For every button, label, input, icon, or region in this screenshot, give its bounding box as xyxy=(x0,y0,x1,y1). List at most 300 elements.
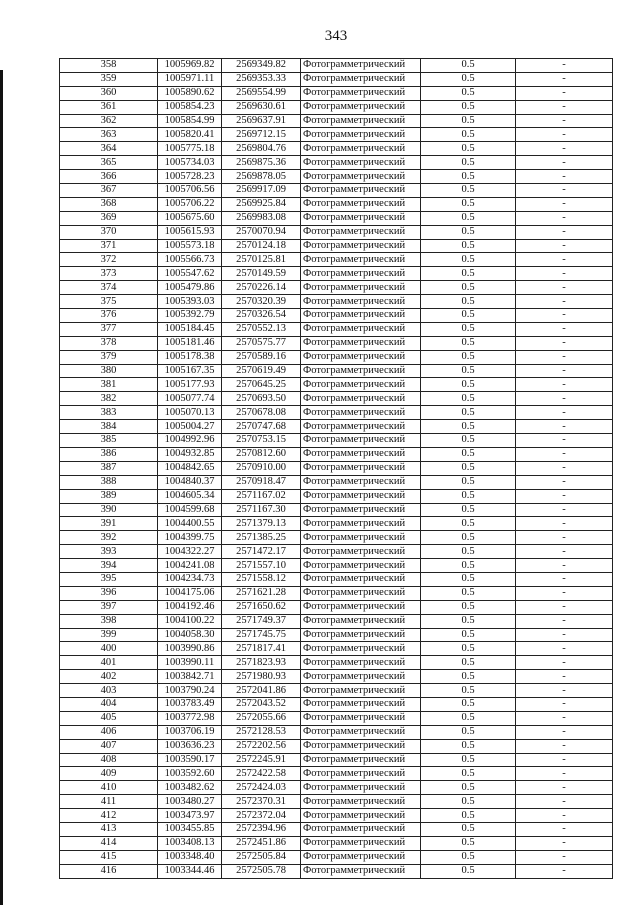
method-cell: Фотограмметрический xyxy=(301,156,421,170)
x-coordinate-cell: 1005479.86 xyxy=(158,281,222,295)
y-coordinate-cell: 2569875.36 xyxy=(222,156,301,170)
y-coordinate-cell: 2570645.25 xyxy=(222,378,301,392)
y-coordinate-cell: 2571472.17 xyxy=(222,545,301,559)
note-cell: - xyxy=(516,545,613,559)
point-number-cell: 371 xyxy=(60,239,158,253)
table-row xyxy=(60,447,613,461)
note-cell: - xyxy=(516,239,613,253)
table-row xyxy=(60,350,613,364)
point-number-cell: 410 xyxy=(60,781,158,795)
method-cell: Фотограмметрический xyxy=(301,295,421,309)
y-coordinate-cell: 2570125.81 xyxy=(222,253,301,267)
x-coordinate-cell: 1004605.34 xyxy=(158,489,222,503)
accuracy-cell: 0.5 xyxy=(421,406,516,420)
note-cell: - xyxy=(516,59,613,73)
method-cell: Фотограмметрический xyxy=(301,142,421,156)
table-row xyxy=(60,545,613,559)
point-number-cell: 392 xyxy=(60,531,158,545)
point-number-cell: 384 xyxy=(60,420,158,434)
y-coordinate-cell: 2570678.08 xyxy=(222,406,301,420)
table-row xyxy=(60,197,613,211)
table-row xyxy=(60,142,613,156)
accuracy-cell: 0.5 xyxy=(421,739,516,753)
table-row xyxy=(60,322,613,336)
accuracy-cell: 0.5 xyxy=(421,545,516,559)
point-number-cell: 362 xyxy=(60,114,158,128)
table-row xyxy=(60,642,613,656)
note-cell: - xyxy=(516,517,613,531)
point-number-cell: 359 xyxy=(60,72,158,86)
method-cell: Фотограмметрический xyxy=(301,767,421,781)
note-cell: - xyxy=(516,850,613,864)
accuracy-cell: 0.5 xyxy=(421,253,516,267)
y-coordinate-cell: 2570226.14 xyxy=(222,281,301,295)
point-number-cell: 405 xyxy=(60,711,158,725)
x-coordinate-cell: 1005566.73 xyxy=(158,253,222,267)
x-coordinate-cell: 1003842.71 xyxy=(158,670,222,684)
method-cell: Фотограмметрический xyxy=(301,253,421,267)
method-cell: Фотограмметрический xyxy=(301,336,421,350)
table-row xyxy=(60,239,613,253)
y-coordinate-cell: 2572055.66 xyxy=(222,711,301,725)
method-cell: Фотограмметрический xyxy=(301,128,421,142)
accuracy-cell: 0.5 xyxy=(421,295,516,309)
y-coordinate-cell: 2569353.33 xyxy=(222,72,301,86)
point-number-cell: 396 xyxy=(60,586,158,600)
x-coordinate-cell: 1005573.18 xyxy=(158,239,222,253)
point-number-cell: 388 xyxy=(60,475,158,489)
method-cell: Фотограмметрический xyxy=(301,170,421,184)
method-cell: Фотограмметрический xyxy=(301,850,421,864)
x-coordinate-cell: 1004192.46 xyxy=(158,600,222,614)
accuracy-cell: 0.5 xyxy=(421,156,516,170)
y-coordinate-cell: 2569554.99 xyxy=(222,86,301,100)
note-cell: - xyxy=(516,725,613,739)
note-cell: - xyxy=(516,86,613,100)
accuracy-cell: 0.5 xyxy=(421,364,516,378)
method-cell: Фотограмметрический xyxy=(301,725,421,739)
point-number-cell: 379 xyxy=(60,350,158,364)
accuracy-cell: 0.5 xyxy=(421,531,516,545)
method-cell: Фотограмметрический xyxy=(301,489,421,503)
x-coordinate-cell: 1003990.11 xyxy=(158,656,222,670)
table-row xyxy=(60,739,613,753)
point-number-cell: 399 xyxy=(60,628,158,642)
x-coordinate-cell: 1005734.03 xyxy=(158,156,222,170)
note-cell: - xyxy=(516,711,613,725)
method-cell: Фотограмметрический xyxy=(301,586,421,600)
method-cell: Фотограмметрический xyxy=(301,614,421,628)
table-row xyxy=(60,725,613,739)
method-cell: Фотограмметрический xyxy=(301,711,421,725)
table-row xyxy=(60,475,613,489)
table-row xyxy=(60,586,613,600)
note-cell: - xyxy=(516,156,613,170)
x-coordinate-cell: 1005820.41 xyxy=(158,128,222,142)
x-coordinate-cell: 1004842.65 xyxy=(158,461,222,475)
x-coordinate-cell: 1004840.37 xyxy=(158,475,222,489)
method-cell: Фотограмметрический xyxy=(301,836,421,850)
table-row xyxy=(60,461,613,475)
coordinates-table xyxy=(59,58,613,879)
y-coordinate-cell: 2570747.68 xyxy=(222,420,301,434)
note-cell: - xyxy=(516,670,613,684)
note-cell: - xyxy=(516,253,613,267)
x-coordinate-cell: 1003592.60 xyxy=(158,767,222,781)
x-coordinate-cell: 1003344.46 xyxy=(158,864,222,878)
table-row xyxy=(60,128,613,142)
accuracy-cell: 0.5 xyxy=(421,489,516,503)
accuracy-cell: 0.5 xyxy=(421,59,516,73)
x-coordinate-cell: 1005077.74 xyxy=(158,392,222,406)
note-cell: - xyxy=(516,642,613,656)
y-coordinate-cell: 2572422.58 xyxy=(222,767,301,781)
table-row xyxy=(60,517,613,531)
accuracy-cell: 0.5 xyxy=(421,461,516,475)
y-coordinate-cell: 2572424.03 xyxy=(222,781,301,795)
accuracy-cell: 0.5 xyxy=(421,225,516,239)
note-cell: - xyxy=(516,600,613,614)
table-row xyxy=(60,309,613,323)
accuracy-cell: 0.5 xyxy=(421,600,516,614)
method-cell: Фотограмметрический xyxy=(301,378,421,392)
table-row xyxy=(60,72,613,86)
y-coordinate-cell: 2572043.52 xyxy=(222,697,301,711)
method-cell: Фотограмметрический xyxy=(301,309,421,323)
method-cell: Фотограмметрический xyxy=(301,545,421,559)
y-coordinate-cell: 2570326.54 xyxy=(222,309,301,323)
table-row xyxy=(60,753,613,767)
x-coordinate-cell: 1005393.03 xyxy=(158,295,222,309)
point-number-cell: 365 xyxy=(60,156,158,170)
note-cell: - xyxy=(516,781,613,795)
coordinates-table-body xyxy=(60,59,613,879)
table-row xyxy=(60,697,613,711)
y-coordinate-cell: 2571817.41 xyxy=(222,642,301,656)
y-coordinate-cell: 2570149.59 xyxy=(222,267,301,281)
accuracy-cell: 0.5 xyxy=(421,197,516,211)
point-number-cell: 360 xyxy=(60,86,158,100)
accuracy-cell: 0.5 xyxy=(421,281,516,295)
method-cell: Фотограмметрический xyxy=(301,559,421,573)
x-coordinate-cell: 1005706.22 xyxy=(158,197,222,211)
accuracy-cell: 0.5 xyxy=(421,503,516,517)
x-coordinate-cell: 1003783.49 xyxy=(158,697,222,711)
table-row xyxy=(60,531,613,545)
method-cell: Фотограмметрический xyxy=(301,211,421,225)
accuracy-cell: 0.5 xyxy=(421,100,516,114)
note-cell: - xyxy=(516,656,613,670)
note-cell: - xyxy=(516,72,613,86)
table-row xyxy=(60,656,613,670)
point-number-cell: 400 xyxy=(60,642,158,656)
table-row xyxy=(60,86,613,100)
method-cell: Фотограмметрический xyxy=(301,322,421,336)
x-coordinate-cell: 1003772.98 xyxy=(158,711,222,725)
accuracy-cell: 0.5 xyxy=(421,86,516,100)
method-cell: Фотограмметрический xyxy=(301,600,421,614)
accuracy-cell: 0.5 xyxy=(421,628,516,642)
method-cell: Фотограмметрический xyxy=(301,795,421,809)
accuracy-cell: 0.5 xyxy=(421,517,516,531)
note-cell: - xyxy=(516,309,613,323)
point-number-cell: 414 xyxy=(60,836,158,850)
method-cell: Фотограмметрический xyxy=(301,447,421,461)
x-coordinate-cell: 1005706.56 xyxy=(158,184,222,198)
method-cell: Фотограмметрический xyxy=(301,406,421,420)
note-cell: - xyxy=(516,434,613,448)
accuracy-cell: 0.5 xyxy=(421,670,516,684)
point-number-cell: 401 xyxy=(60,656,158,670)
x-coordinate-cell: 1004992.96 xyxy=(158,434,222,448)
note-cell: - xyxy=(516,753,613,767)
point-number-cell: 382 xyxy=(60,392,158,406)
note-cell: - xyxy=(516,406,613,420)
point-number-cell: 381 xyxy=(60,378,158,392)
point-number-cell: 393 xyxy=(60,545,158,559)
x-coordinate-cell: 1004932.85 xyxy=(158,447,222,461)
point-number-cell: 370 xyxy=(60,225,158,239)
note-cell: - xyxy=(516,684,613,698)
x-coordinate-cell: 1003790.24 xyxy=(158,684,222,698)
x-coordinate-cell: 1003480.27 xyxy=(158,795,222,809)
note-cell: - xyxy=(516,142,613,156)
method-cell: Фотограмметрический xyxy=(301,781,421,795)
accuracy-cell: 0.5 xyxy=(421,114,516,128)
y-coordinate-cell: 2572505.78 xyxy=(222,864,301,878)
accuracy-cell: 0.5 xyxy=(421,572,516,586)
y-coordinate-cell: 2570124.18 xyxy=(222,239,301,253)
table-row xyxy=(60,378,613,392)
y-coordinate-cell: 2571621.28 xyxy=(222,586,301,600)
point-number-cell: 408 xyxy=(60,753,158,767)
point-number-cell: 373 xyxy=(60,267,158,281)
accuracy-cell: 0.5 xyxy=(421,378,516,392)
x-coordinate-cell: 1005854.99 xyxy=(158,114,222,128)
point-number-cell: 407 xyxy=(60,739,158,753)
y-coordinate-cell: 2569630.61 xyxy=(222,100,301,114)
y-coordinate-cell: 2570910.00 xyxy=(222,461,301,475)
table-row xyxy=(60,559,613,573)
table-row xyxy=(60,781,613,795)
method-cell: Фотограмметрический xyxy=(301,364,421,378)
note-cell: - xyxy=(516,809,613,823)
method-cell: Фотограмметрический xyxy=(301,531,421,545)
x-coordinate-cell: 1005775.18 xyxy=(158,142,222,156)
accuracy-cell: 0.5 xyxy=(421,350,516,364)
accuracy-cell: 0.5 xyxy=(421,642,516,656)
accuracy-cell: 0.5 xyxy=(421,711,516,725)
point-number-cell: 402 xyxy=(60,670,158,684)
y-coordinate-cell: 2571385.25 xyxy=(222,531,301,545)
note-cell: - xyxy=(516,559,613,573)
accuracy-cell: 0.5 xyxy=(421,809,516,823)
x-coordinate-cell: 1005178.38 xyxy=(158,350,222,364)
point-number-cell: 413 xyxy=(60,822,158,836)
point-number-cell: 385 xyxy=(60,434,158,448)
accuracy-cell: 0.5 xyxy=(421,336,516,350)
point-number-cell: 411 xyxy=(60,795,158,809)
method-cell: Фотограмметрический xyxy=(301,809,421,823)
y-coordinate-cell: 2569637.91 xyxy=(222,114,301,128)
note-cell: - xyxy=(516,475,613,489)
accuracy-cell: 0.5 xyxy=(421,656,516,670)
x-coordinate-cell: 1005615.93 xyxy=(158,225,222,239)
x-coordinate-cell: 1003706.19 xyxy=(158,725,222,739)
accuracy-cell: 0.5 xyxy=(421,753,516,767)
note-cell: - xyxy=(516,614,613,628)
method-cell: Фотограмметрический xyxy=(301,656,421,670)
note-cell: - xyxy=(516,170,613,184)
accuracy-cell: 0.5 xyxy=(421,309,516,323)
table-row xyxy=(60,406,613,420)
point-number-cell: 378 xyxy=(60,336,158,350)
note-cell: - xyxy=(516,489,613,503)
point-number-cell: 398 xyxy=(60,614,158,628)
note-cell: - xyxy=(516,378,613,392)
note-cell: - xyxy=(516,822,613,836)
accuracy-cell: 0.5 xyxy=(421,142,516,156)
table-row xyxy=(60,434,613,448)
accuracy-cell: 0.5 xyxy=(421,72,516,86)
page-number: 343 xyxy=(324,28,348,44)
method-cell: Фотограмметрический xyxy=(301,628,421,642)
method-cell: Фотограмметрический xyxy=(301,114,421,128)
point-number-cell: 358 xyxy=(60,59,158,73)
x-coordinate-cell: 1003590.17 xyxy=(158,753,222,767)
y-coordinate-cell: 2572202.56 xyxy=(222,739,301,753)
accuracy-cell: 0.5 xyxy=(421,322,516,336)
method-cell: Фотограмметрический xyxy=(301,864,421,878)
y-coordinate-cell: 2572505.84 xyxy=(222,850,301,864)
x-coordinate-cell: 1004175.06 xyxy=(158,586,222,600)
note-cell: - xyxy=(516,100,613,114)
table-row xyxy=(60,614,613,628)
x-coordinate-cell: 1004322.27 xyxy=(158,545,222,559)
y-coordinate-cell: 2570812.60 xyxy=(222,447,301,461)
x-coordinate-cell: 1003636.23 xyxy=(158,739,222,753)
x-coordinate-cell: 1005167.35 xyxy=(158,364,222,378)
note-cell: - xyxy=(516,267,613,281)
x-coordinate-cell: 1005181.46 xyxy=(158,336,222,350)
x-coordinate-cell: 1003408.13 xyxy=(158,836,222,850)
table-row xyxy=(60,100,613,114)
method-cell: Фотограмметрический xyxy=(301,572,421,586)
accuracy-cell: 0.5 xyxy=(421,767,516,781)
x-coordinate-cell: 1003482.62 xyxy=(158,781,222,795)
point-number-cell: 361 xyxy=(60,100,158,114)
accuracy-cell: 0.5 xyxy=(421,684,516,698)
x-coordinate-cell: 1004400.55 xyxy=(158,517,222,531)
y-coordinate-cell: 2572370.31 xyxy=(222,795,301,809)
accuracy-cell: 0.5 xyxy=(421,697,516,711)
point-number-cell: 391 xyxy=(60,517,158,531)
method-cell: Фотограмметрический xyxy=(301,281,421,295)
note-cell: - xyxy=(516,295,613,309)
y-coordinate-cell: 2572245.91 xyxy=(222,753,301,767)
accuracy-cell: 0.5 xyxy=(421,864,516,878)
accuracy-cell: 0.5 xyxy=(421,822,516,836)
y-coordinate-cell: 2571650.62 xyxy=(222,600,301,614)
y-coordinate-cell: 2570619.49 xyxy=(222,364,301,378)
note-cell: - xyxy=(516,128,613,142)
method-cell: Фотограмметрический xyxy=(301,642,421,656)
note-cell: - xyxy=(516,392,613,406)
y-coordinate-cell: 2570918.47 xyxy=(222,475,301,489)
table-row xyxy=(60,420,613,434)
table-row xyxy=(60,822,613,836)
table-row xyxy=(60,503,613,517)
accuracy-cell: 0.5 xyxy=(421,447,516,461)
y-coordinate-cell: 2572041.86 xyxy=(222,684,301,698)
y-coordinate-cell: 2571557.10 xyxy=(222,559,301,573)
point-number-cell: 368 xyxy=(60,197,158,211)
x-coordinate-cell: 1005969.82 xyxy=(158,59,222,73)
table-row xyxy=(60,156,613,170)
table-row xyxy=(60,170,613,184)
note-cell: - xyxy=(516,628,613,642)
method-cell: Фотограмметрический xyxy=(301,670,421,684)
method-cell: Фотограмметрический xyxy=(301,86,421,100)
method-cell: Фотограмметрический xyxy=(301,59,421,73)
note-cell: - xyxy=(516,322,613,336)
note-cell: - xyxy=(516,795,613,809)
point-number-cell: 387 xyxy=(60,461,158,475)
note-cell: - xyxy=(516,864,613,878)
table-row xyxy=(60,295,613,309)
x-coordinate-cell: 1005070.13 xyxy=(158,406,222,420)
x-coordinate-cell: 1005675.60 xyxy=(158,211,222,225)
y-coordinate-cell: 2571749.37 xyxy=(222,614,301,628)
point-number-cell: 395 xyxy=(60,572,158,586)
x-coordinate-cell: 1005728.23 xyxy=(158,170,222,184)
accuracy-cell: 0.5 xyxy=(421,392,516,406)
accuracy-cell: 0.5 xyxy=(421,434,516,448)
y-coordinate-cell: 2571823.93 xyxy=(222,656,301,670)
y-coordinate-cell: 2569804.76 xyxy=(222,142,301,156)
accuracy-cell: 0.5 xyxy=(421,559,516,573)
point-number-cell: 377 xyxy=(60,322,158,336)
point-number-cell: 375 xyxy=(60,295,158,309)
note-cell: - xyxy=(516,420,613,434)
note-cell: - xyxy=(516,336,613,350)
note-cell: - xyxy=(516,461,613,475)
table-row xyxy=(60,253,613,267)
table-row xyxy=(60,809,613,823)
y-coordinate-cell: 2570070.94 xyxy=(222,225,301,239)
y-coordinate-cell: 2569878.05 xyxy=(222,170,301,184)
point-number-cell: 369 xyxy=(60,211,158,225)
point-number-cell: 404 xyxy=(60,697,158,711)
method-cell: Фотограмметрический xyxy=(301,239,421,253)
table-row xyxy=(60,336,613,350)
y-coordinate-cell: 2571745.75 xyxy=(222,628,301,642)
accuracy-cell: 0.5 xyxy=(421,128,516,142)
point-number-cell: 406 xyxy=(60,725,158,739)
y-coordinate-cell: 2572372.04 xyxy=(222,809,301,823)
note-cell: - xyxy=(516,211,613,225)
point-number-cell: 383 xyxy=(60,406,158,420)
x-coordinate-cell: 1004241.08 xyxy=(158,559,222,573)
y-coordinate-cell: 2570753.15 xyxy=(222,434,301,448)
x-coordinate-cell: 1004599.68 xyxy=(158,503,222,517)
table-row xyxy=(60,600,613,614)
note-cell: - xyxy=(516,364,613,378)
x-coordinate-cell: 1005184.45 xyxy=(158,322,222,336)
point-number-cell: 367 xyxy=(60,184,158,198)
table-row xyxy=(60,684,613,698)
method-cell: Фотограмметрический xyxy=(301,100,421,114)
